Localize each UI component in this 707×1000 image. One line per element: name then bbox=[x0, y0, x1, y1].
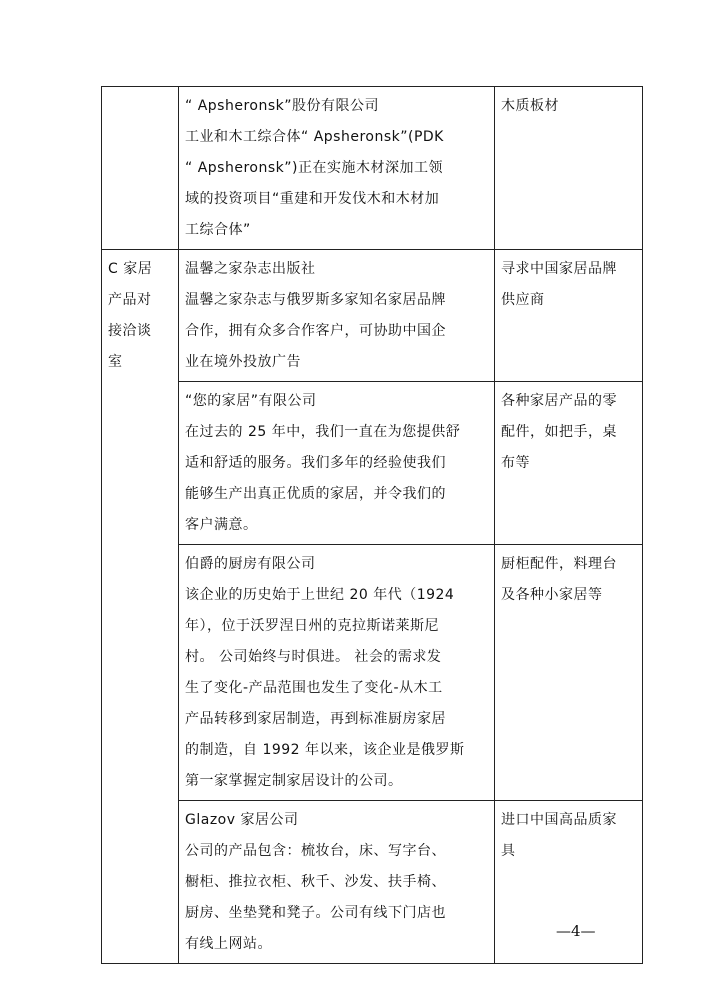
company-description: 业在境外投放广告 bbox=[185, 354, 301, 370]
company-description: 的制造，自 1992 年以来，该企业是俄罗斯 bbox=[185, 742, 465, 758]
demand-text: 各种家居产品的零 bbox=[501, 393, 617, 409]
company-description: 第一家掌握定制家居设计的公司。 bbox=[185, 773, 403, 789]
company-description: 产品转移到家居制造，再到标准厨房家居 bbox=[185, 711, 446, 727]
demand-cell bbox=[495, 382, 643, 545]
table-row bbox=[102, 382, 643, 545]
company-description: 工业和木工综合体“ Apsheronsk”(PDK bbox=[185, 129, 444, 145]
company-description: 温馨之家杂志与俄罗斯多家知名家居品牌 bbox=[185, 292, 446, 308]
category-cell bbox=[102, 250, 179, 964]
table-row bbox=[102, 250, 643, 382]
category-cell bbox=[102, 87, 179, 250]
company-description: 能够生产出真正优质的家居，并令我们的 bbox=[185, 486, 446, 502]
demand-text: 具 bbox=[501, 843, 516, 859]
table-row bbox=[102, 545, 643, 801]
company-description: 年），位于沃罗涅日州的克拉斯诺莱斯尼 bbox=[185, 618, 439, 634]
category-label: 室 bbox=[108, 354, 123, 370]
company-description: 生了变化-产品范围也发生了变化-从木工 bbox=[185, 680, 443, 696]
company-name: Glazov 家居公司 bbox=[185, 812, 299, 828]
company-description: 在过去的 25 年中，我们一直在为您提供舒 bbox=[185, 424, 461, 440]
company-description: “ Apsheronsk”)正在实施木材深加工领 bbox=[185, 160, 443, 176]
company-description: 有线上网站。 bbox=[185, 936, 272, 952]
category-label: 接洽谈 bbox=[108, 323, 152, 339]
company-cell bbox=[179, 545, 495, 801]
table-row bbox=[102, 87, 643, 250]
demand-text: 木质板材 bbox=[501, 98, 559, 114]
demand-text: 厨柜配件，料理台 bbox=[501, 556, 617, 572]
exhibitor-table bbox=[101, 86, 643, 964]
company-description: 橱柜、推拉衣柜、秋千、沙发、扶手椅、 bbox=[185, 874, 446, 890]
company-description: 域的投资项目“重建和开发伐木和木材加 bbox=[185, 191, 440, 207]
company-description: 公司的产品包含：梳妆台，床、写字台、 bbox=[185, 843, 446, 859]
company-cell bbox=[179, 250, 495, 382]
demand-text: 布等 bbox=[501, 455, 530, 471]
category-label: 产品对 bbox=[108, 292, 152, 308]
demand-text: 进口中国高品质家 bbox=[501, 812, 617, 828]
company-name: 温馨之家杂志出版社 bbox=[185, 261, 316, 277]
company-description: 合作，拥有众多合作客户，可协助中国企 bbox=[185, 323, 446, 339]
company-description: 该企业的历史始于上世纪 20 年代（1924 bbox=[185, 587, 455, 603]
company-description: 村。 公司始终与时俱进。 社会的需求发 bbox=[185, 649, 442, 665]
company-cell bbox=[179, 382, 495, 545]
demand-cell bbox=[495, 87, 643, 250]
company-cell bbox=[179, 87, 495, 250]
demand-cell bbox=[495, 250, 643, 382]
demand-cell bbox=[495, 545, 643, 801]
company-description: 适和舒适的服务。我们多年的经验使我们 bbox=[185, 455, 446, 471]
demand-text: 及各种小家居等 bbox=[501, 587, 603, 603]
company-cell bbox=[179, 801, 495, 964]
company-description: 客户满意。 bbox=[185, 517, 258, 533]
demand-text: 供应商 bbox=[501, 292, 545, 308]
company-description: 工综合体” bbox=[185, 222, 251, 238]
company-name: “ Apsheronsk”股份有限公司 bbox=[185, 98, 379, 114]
company-description: 厨房、坐垫凳和凳子。公司有线下门店也 bbox=[185, 905, 446, 921]
page-number: —4— bbox=[556, 922, 596, 940]
category-label: C 家居 bbox=[108, 261, 153, 277]
company-name: “您的家居”有限公司 bbox=[185, 393, 317, 409]
demand-text: 寻求中国家居品牌 bbox=[501, 261, 617, 277]
demand-text: 配件，如把手，桌 bbox=[501, 424, 617, 440]
company-name: 伯爵的厨房有限公司 bbox=[185, 556, 316, 572]
